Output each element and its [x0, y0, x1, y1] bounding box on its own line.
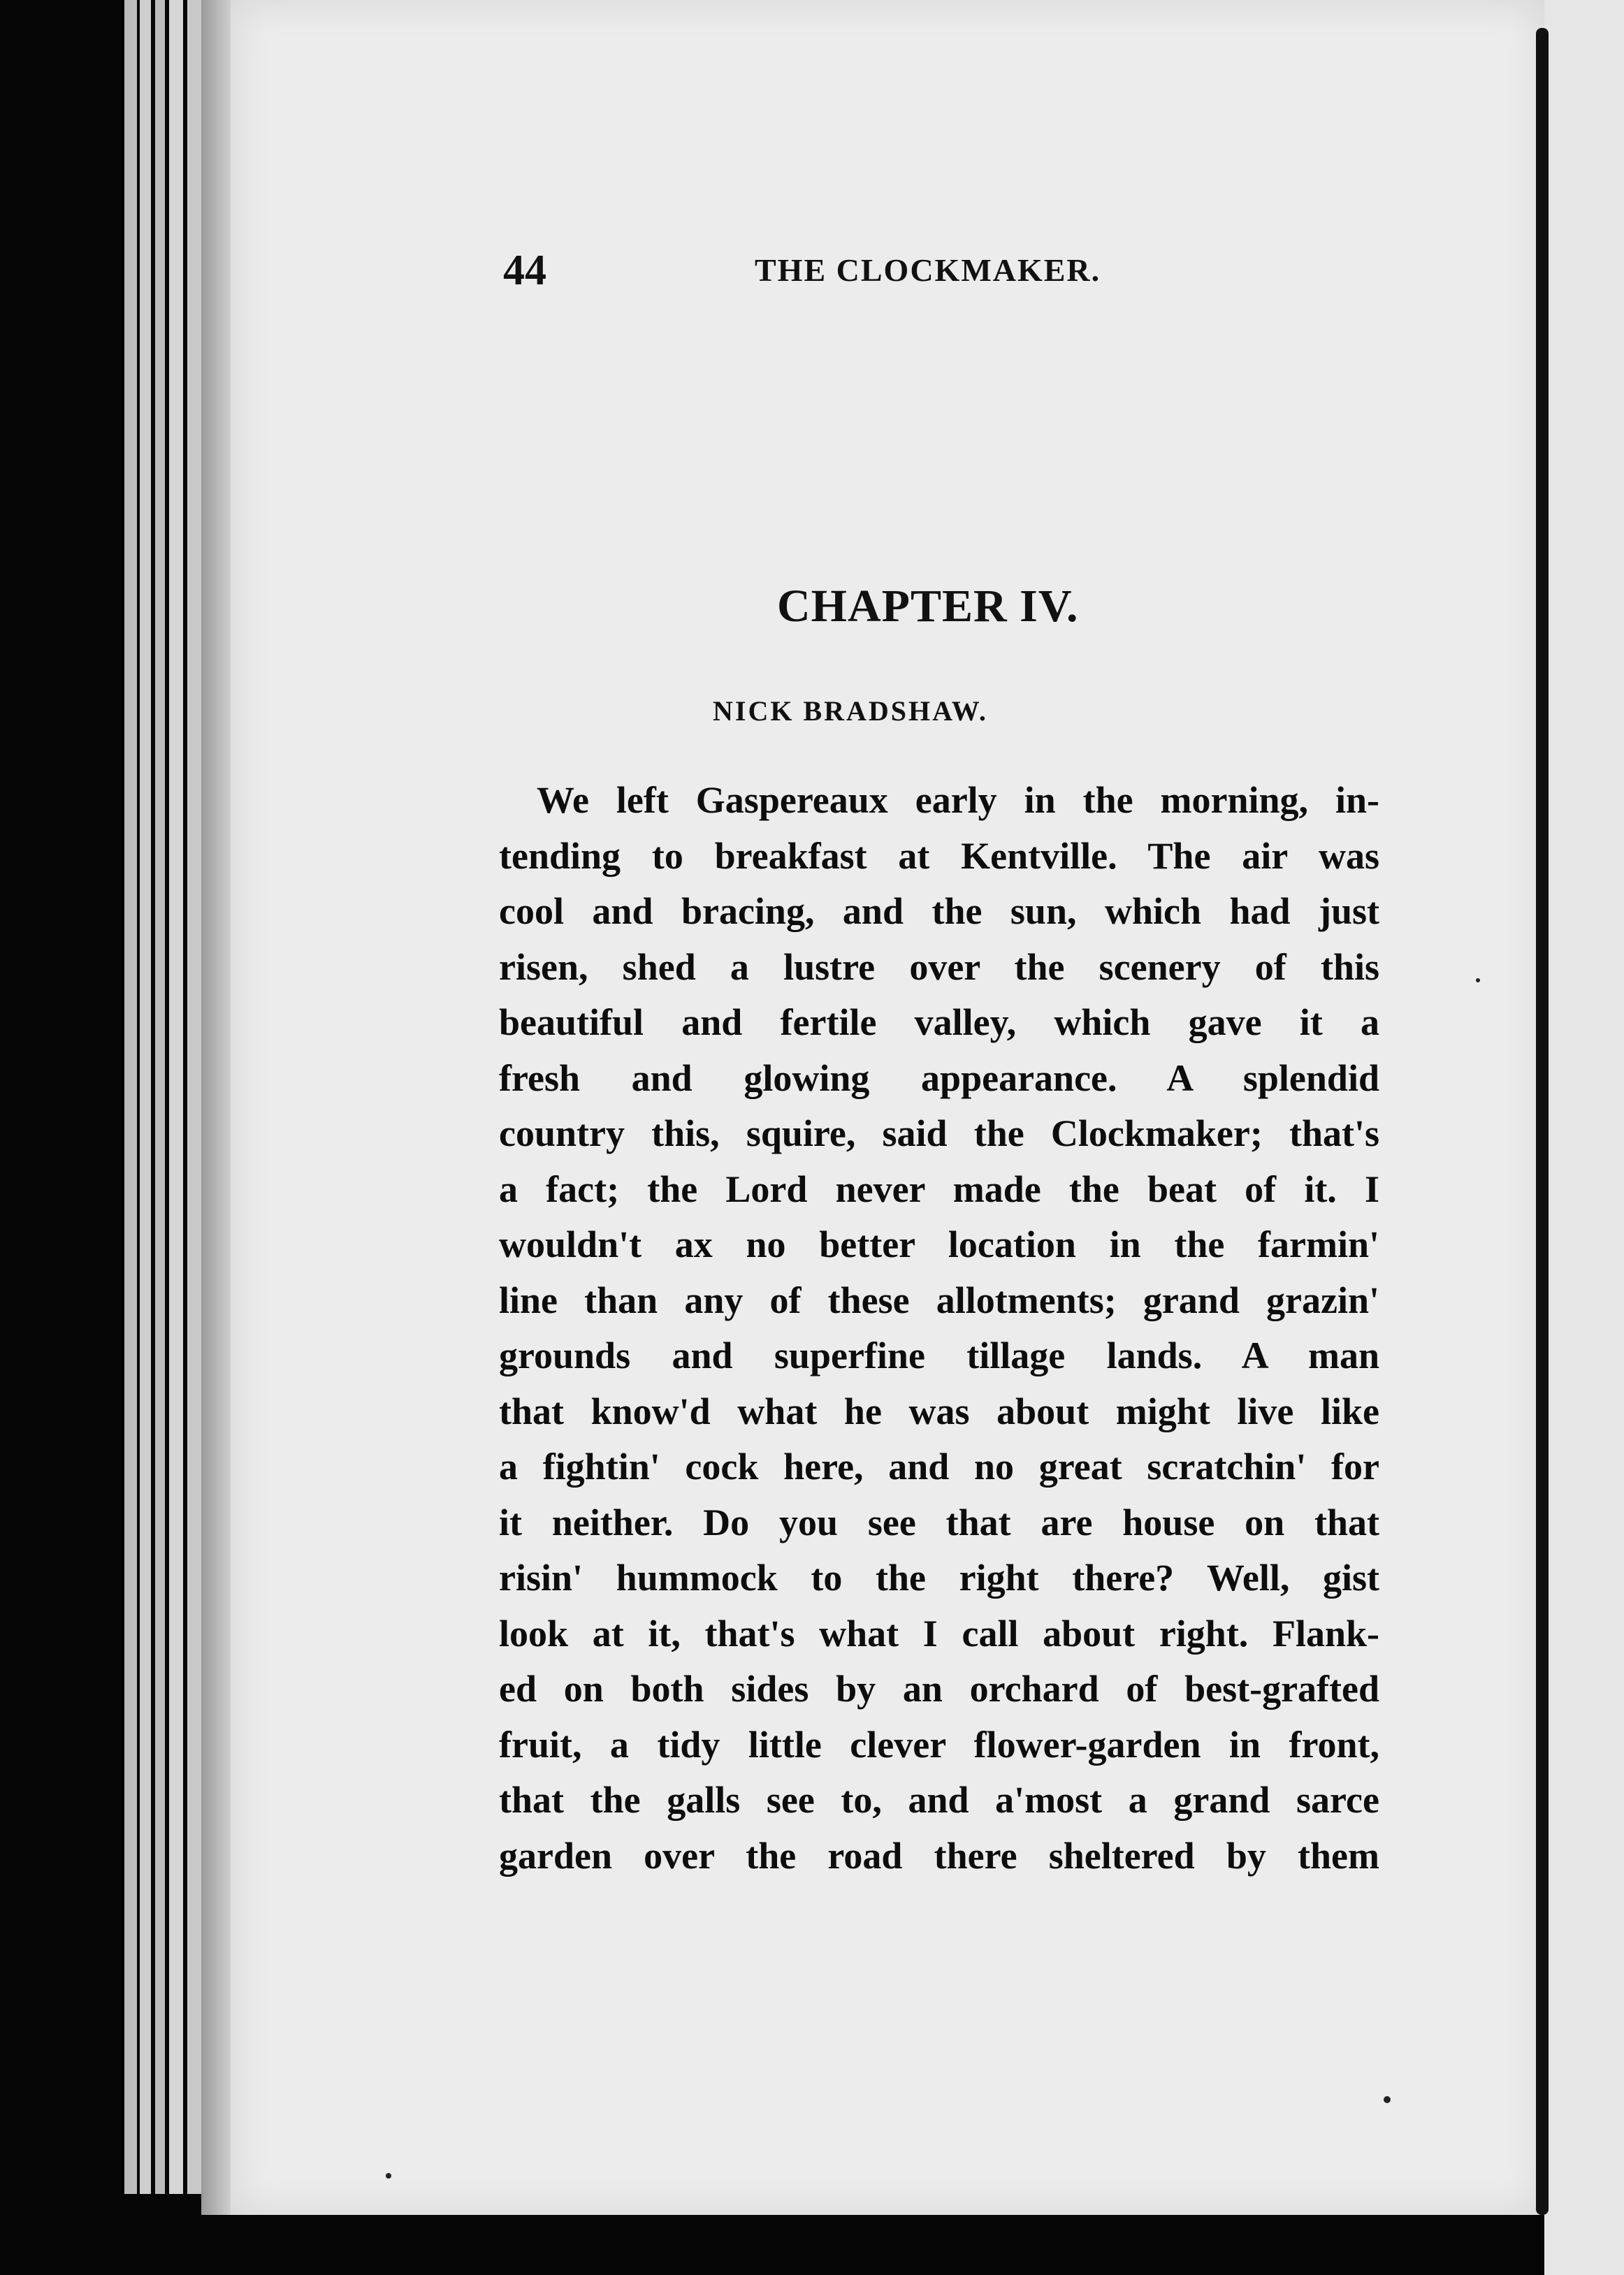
text-line: garden over the road there sheltered by them	[499, 1834, 1379, 1877]
page-fold-shadow	[1536, 28, 1549, 2215]
text-line: look at it, that's what I call about right. Flank-	[499, 1612, 1379, 1655]
text-line: that know'd what he was about might live like	[499, 1390, 1379, 1432]
page-edge	[124, 0, 137, 2194]
text-line: tending to breakfast at Kentville. The air was	[499, 834, 1379, 877]
text-line: risen, shed a lustre over the scenery of this	[499, 945, 1379, 988]
chapter-title: CHAPTER IV.	[777, 581, 1079, 632]
scan-speck	[1384, 2096, 1391, 2103]
text-line: grounds and superfine tillage lands. A man	[499, 1335, 1379, 1376]
text-line: that the galls see to, and a'most a grand sarce	[499, 1779, 1379, 1821]
text-line: a fightin' cock here, and no great scratchin' for	[499, 1446, 1379, 1488]
page-number: 44	[503, 247, 546, 294]
page-edge	[140, 0, 151, 2194]
text-line: wouldn't ax no better location in the farmin'	[499, 1223, 1379, 1265]
text-line: fruit, a tidy little clever flower-garden in front,	[499, 1723, 1379, 1766]
text-line: fresh and glowing appearance. A splendid	[499, 1056, 1379, 1099]
text-line: line than any of these allotments; grand grazin'	[499, 1279, 1379, 1321]
scan-bottom-border	[0, 2215, 1544, 2275]
running-title: THE CLOCKMAKER.	[755, 252, 1101, 288]
page-edge	[155, 0, 165, 2194]
scan-speck	[1476, 978, 1480, 982]
body-text	[499, 773, 1379, 1884]
text-line: a fact; the Lord never made the beat of it. I	[499, 1168, 1379, 1210]
text-line: beautiful and fertile valley, which gave it a	[499, 1001, 1379, 1043]
page-edge	[187, 0, 203, 2194]
text-line: it neither. Do you see that are house on that	[499, 1501, 1379, 1543]
text-line: ed on both sides by an orchard of best-grafted	[499, 1668, 1379, 1710]
text-line: country this, squire, said the Clockmaker; that's	[499, 1112, 1379, 1154]
text-line: risin' hummock to the right there? Well, gist	[499, 1557, 1379, 1599]
facing-page-edge	[1544, 0, 1624, 2275]
running-head	[503, 246, 1377, 295]
chapter-subtitle: NICK BRADSHAW.	[713, 695, 988, 727]
page-edge	[169, 0, 183, 2194]
scan-speck	[386, 2173, 391, 2179]
text-line: cool and bracing, and the sun, which had just	[499, 890, 1379, 932]
text-line: We left Gaspereaux early in the morning, in-	[537, 779, 1379, 821]
